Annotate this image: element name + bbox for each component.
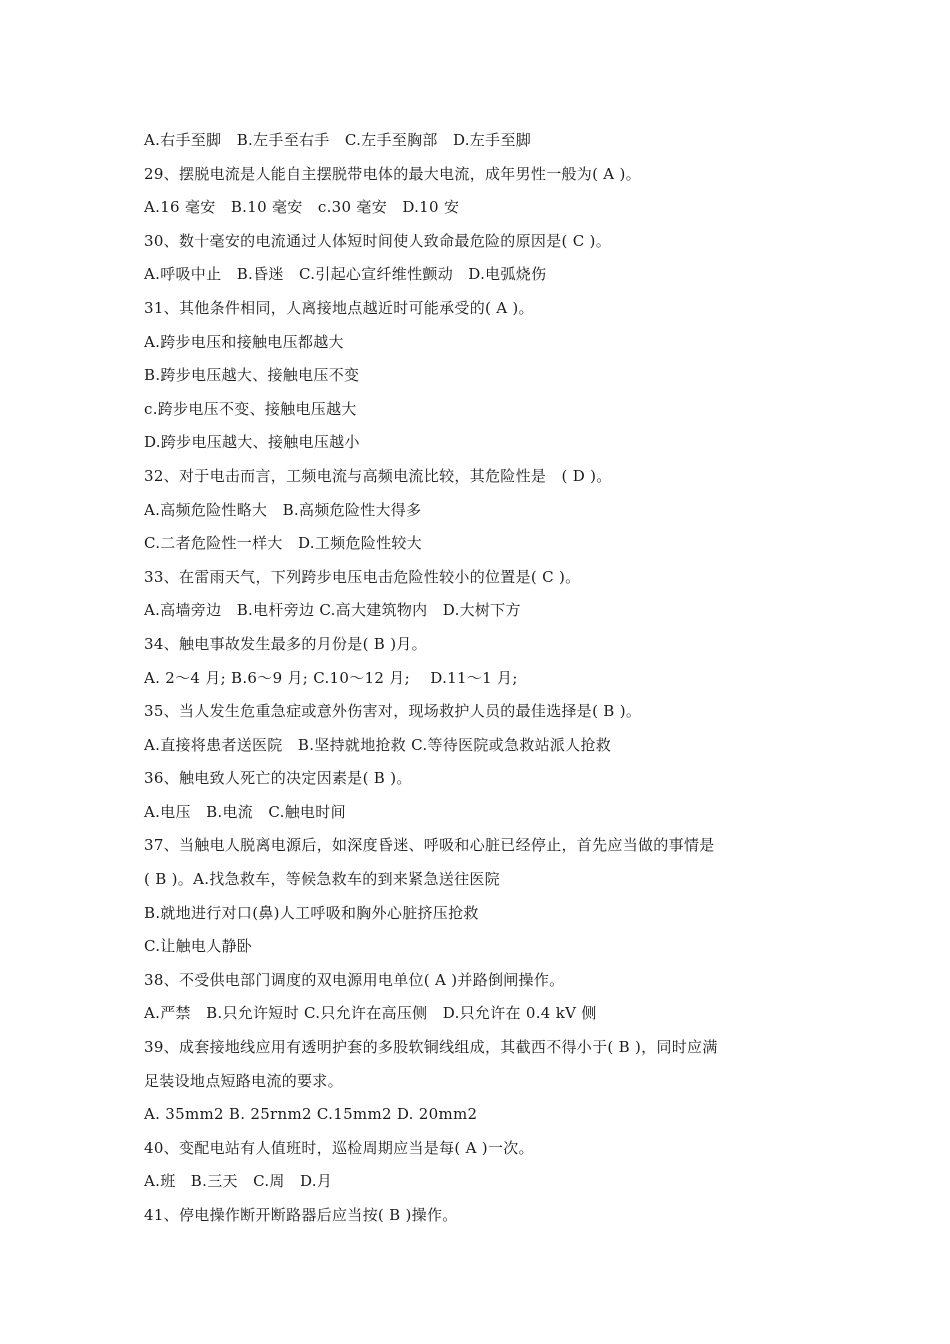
text-line: A.右手至脚 B.左手至右手 C.左手至胸部 D.左手至脚	[144, 131, 532, 149]
question-37-cont: ( B )。A.找急救车，等候急救车的到来紧急送往医院	[144, 870, 500, 889]
question-31: 31、其他条件相同，人离接地点越近时可能承受的( A )。	[144, 298, 534, 317]
options-34: A. 2～4 月; B.6～9 月; C.10～12 月; D.11～1 月;	[144, 668, 518, 687]
options-39: A. 35mm2 B. 25rnm2 C.15mm2 D. 20mm2	[144, 1105, 478, 1124]
option-31-a: A.跨步电压和接触电压都越大	[144, 332, 344, 351]
question-34: 34、触电事故发生最多的月份是( B )月。	[144, 634, 427, 653]
options-32-cd: C.二者危险性一样大 D.工频危险性较大	[144, 534, 422, 553]
question-39-cont: 足装设地点短路电流的要求。	[144, 1071, 343, 1090]
options-33: A.高墙旁边 B.电杆旁边 C.高大建筑物内 D.大树下方	[144, 601, 521, 620]
options-29: A.16 毫安 B.10 毫安 c.30 毫安 D.10 安	[144, 198, 460, 217]
question-list	[144, 124, 814, 1233]
options-40: A.班 B.三天 C.周 D.月	[144, 1172, 333, 1191]
question-40: 40、变配电站有人值班时，巡检周期应当是每( A )一次。	[144, 1138, 534, 1157]
question-36: 36、触电致人死亡的决定因素是( B )。	[144, 769, 412, 788]
question-41: 41、停电操作断开断路器后应当按( B )操作。	[144, 1206, 458, 1224]
question-33: 33、在雷雨天气，下列跨步电压电击危险性较小的位置是( C )。	[144, 567, 581, 586]
question-39: 39、成套接地线应用有透明护套的多股软铜线组成，其截西不得小于( B )，同时应满	[144, 1038, 718, 1057]
options-30: A.呼吸中止 B.昏迷 C.引起心宣纤维性颤动 D.电弧烧伤	[144, 265, 547, 284]
options-38: A.严禁 B.只允许短时 C.只允许在高压侧 D.只允许在 0.4 kV 侧	[144, 1004, 597, 1023]
question-30: 30、数十毫安的电流通过人体短时间使人致命最危险的原因是( C )。	[144, 231, 612, 250]
question-32: 32、对于电击而言，工频电流与高频电流比较，其危险性是 ( D )。	[144, 466, 612, 485]
question-37: 37、当触电人脱离电源后，如深度昏迷、呼吸和心脏已经停止，首先应当做的事情是	[144, 836, 715, 855]
option-37-c: C.让触电人静卧	[144, 937, 253, 956]
question-29: 29、摆脱电流是人能自主摆脱带电体的最大电流，成年男性一般为( A )。	[144, 164, 641, 183]
options-32-ab: A.高频危险性略大 B.高频危险性大得多	[144, 500, 422, 519]
option-31-b: B.跨步电压越大、接触电压不变	[144, 366, 360, 385]
option-37-b: B.就地进行对口(鼻)人工呼吸和胸外心脏挤压抢救	[144, 903, 479, 922]
options-36: A.电压 B.电流 C.触电时间	[144, 802, 346, 821]
question-38: 38、不受供电部门调度的双电源用电单位( A )并路倒闸操作。	[144, 970, 565, 989]
option-31-d: D.跨步电压越大、接触电压越小	[144, 433, 360, 452]
options-35: A.直接将患者送医院 B.坚持就地抢救 C.等待医院或急救站派人抢救	[144, 735, 612, 754]
question-35: 35、当人发生危重急症或意外伤害对，现场救护人员的最佳选择是( B )。	[144, 702, 642, 721]
option-31-c: c.跨步电压不变、接触电压越大	[144, 399, 357, 418]
